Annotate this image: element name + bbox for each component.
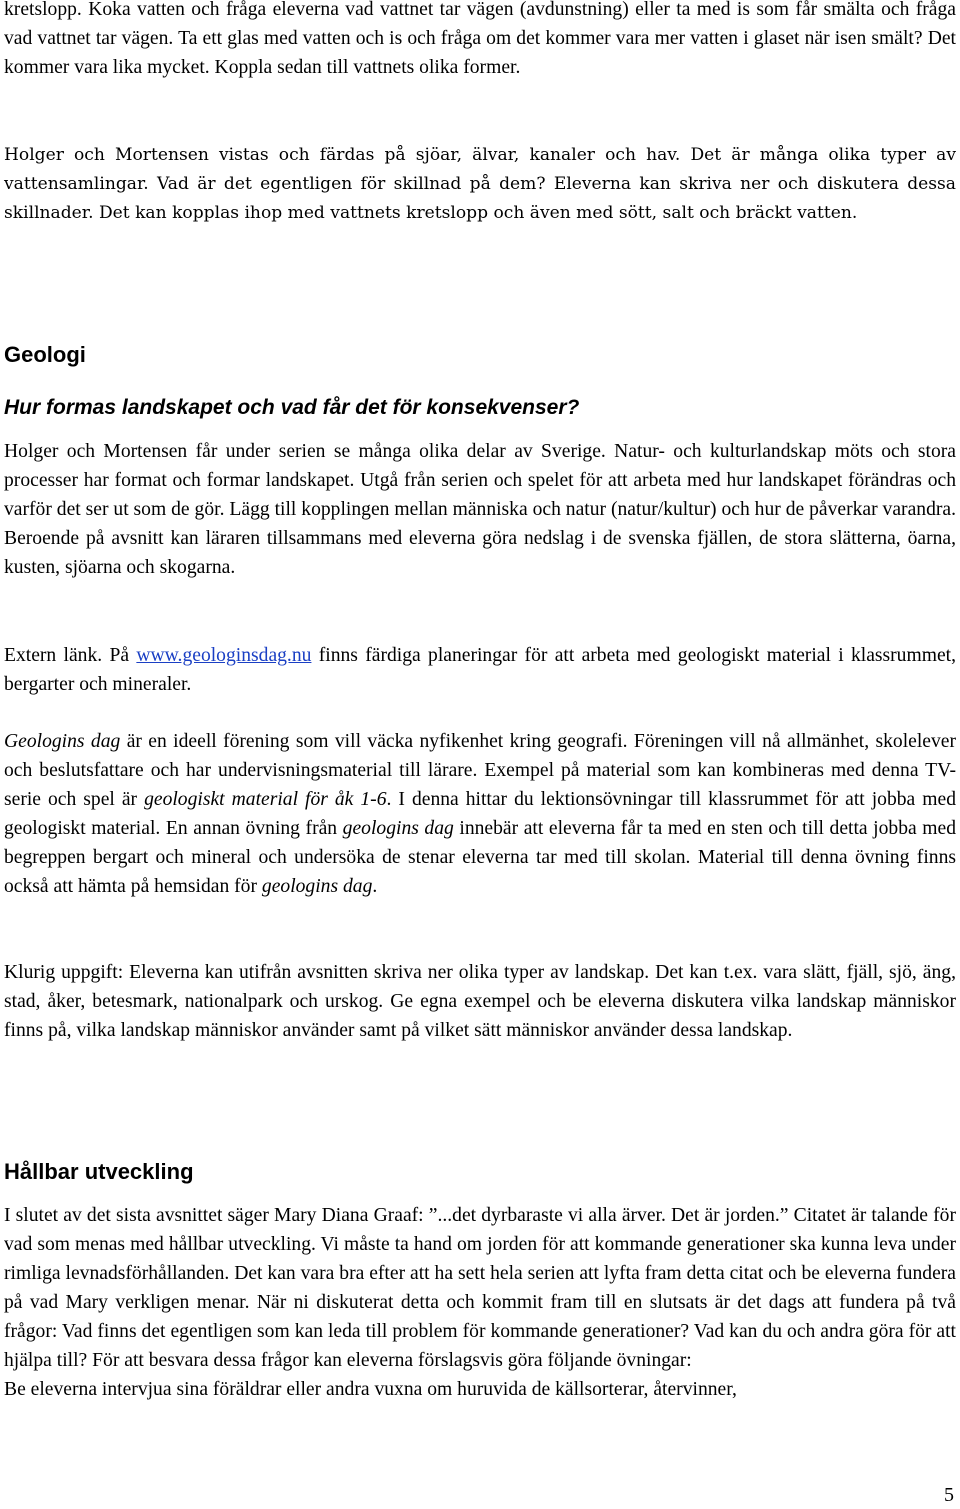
section-body-hallbar bbox=[4, 1201, 956, 1404]
paragraph-geologins-dag bbox=[4, 727, 956, 901]
emphasis-material-title: geologiskt material för åk 1-6 bbox=[144, 789, 387, 810]
paragraph-water-cycle: kretslopp. Koka vatten och fråga eleverna vad vattnet tar vägen (avdunstning) eller ta med is som får smälta och fråga vad vattnet tar vägen. Ta ett glas med vatten och is och fråga om det kommer vara mer vatten i glaset när isen smält? Det kommer vara lika mycket. Koppla sedan till vattnets olika former. bbox=[4, 0, 956, 78]
paragraph-tricky-task: Klurig uppgift: Eleverna kan utifrån avsnitten skriva ner olika typer av landskap. Det kan t.ex. vara slätt, fjäll, sjö, äng, stad, åker, betesmark, nationalpark och urskog. Ge egna exempel och be eleverna diskutera vilka landskap människor finns på, vilka landskap människor använder samt på vilket sätt människor använder dessa landskap. bbox=[4, 962, 956, 1041]
paragraph-external-link bbox=[4, 641, 956, 699]
text-segment: . I denna hittar du lektionsövningar till klassrummet för att jobba med geologiskt material. En annan övning från bbox=[4, 789, 956, 839]
page-number: 5 bbox=[944, 1484, 954, 1506]
paragraph-interview: Be eleverna intervjua sina föräldrar eller andra vuxna om huruvida de källsorterar, återvinner, bbox=[4, 1379, 737, 1400]
geologinsdag-link[interactable]: www.geologinsdag.nu bbox=[136, 645, 312, 666]
link-intro-text: Extern länk. På bbox=[4, 645, 137, 666]
text-segment: . bbox=[372, 876, 378, 897]
emphasis-geologins-dag: geologins dag bbox=[342, 818, 454, 839]
paragraph-landscape: Holger och Mortensen får under serien se många olika delar av Sverige. Natur- och kulturlandskap möts och stora processer har format och formar landskapet. Utgå från serien och spelet för att arbeta med hur landskapet förändras och varför det ser ut som de gör. Lägg till kopplingen mellan människa och natur (natur/kultur) och hur de påverkar varandra. Beroende på avsnitt kan läraren tillsammans med eleverna göra nedslag i de svenska fjällen, de stora slätterna, öarna, kusten, sjöarna och skogarna. bbox=[4, 441, 956, 578]
paragraph-quote: I slutet av det sista avsnittet säger Mary Diana Graaf: ”...det dyrbaraste vi alla ärver. Det är jorden.” Citatet är talande för vad som menas med hållbar utveckling. Vi måste ta hand om jorden för att kommande generationer ska kunna leva under rimliga levnadsförhållanden. Det kan vara bra efter att ha sett hela serien att lyfta fram detta citat och be eleverna fundera på vad Mary verkligen menar. När ni diskuterat detta och kommit fram till en slutsats är det dags att fundera på två frågor: Vad finns det egentligen som kan leda till problem för kommande generationer? Vad kan du och andra göra för att hjälpa till? För att besvara dessa frågor kan eleverna förslagsvis göra följande övningar: bbox=[4, 1205, 956, 1371]
emphasis-geologins-dag: geologins dag bbox=[261, 876, 373, 897]
text-segment: innebär att eleverna får ta med en sten och till detta jobba med begreppen bergart och mineral och undersöka de stenar eleverna tar med till skolan. Material till denna övning finns också att hämta på hemsidan för bbox=[4, 818, 957, 897]
link-outro-text: finns färdiga planeringar för att arbeta med geologiskt material i klassrummet, bergarter och mineraler. bbox=[4, 645, 956, 695]
emphasis-geologins-dag: Geologins dag bbox=[4, 731, 121, 752]
paragraph-water-bodies: Holger och Mortensen vistas och färdas på sjöar, älvar, kanaler och hav. Det är många olika typer av vattensamlingar. Vad är det egentligen för skillnad på dem? Eleverna kan skriva ner och diskutera dessa skillnader. Det kan kopplas ihop med vattnets kretslopp och även med sött, salt och bräckt vatten. bbox=[4, 145, 956, 223]
section-heading-hallbar-utveckling: Hållbar utveckling bbox=[4, 1159, 194, 1184]
section-subheading-geologi: Hur formas landskapet och vad får det för konsekvenser? bbox=[4, 396, 580, 419]
section-heading-geologi: Geologi bbox=[4, 342, 86, 367]
text-segment: är en ideell förening som vill väcka nyfikenhet kring geografi. Föreningen vill nå allmänhet, skolelever och beslutsfattare och har undervisningsmaterial till lärare. Exempel på material som kan kombineras med denna TV-serie och spel är bbox=[4, 731, 956, 810]
